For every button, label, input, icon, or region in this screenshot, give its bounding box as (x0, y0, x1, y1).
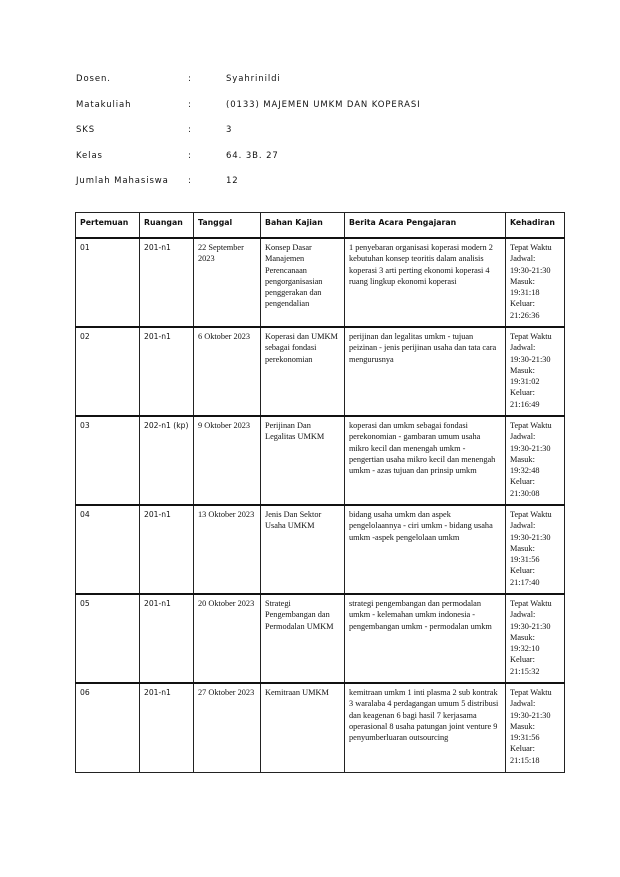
cell-kehadiran (506, 594, 565, 683)
kehadiran-status: Tepat Waktu (510, 421, 552, 430)
cell-bahan-kajian: Konsep Dasar Manajemen Perencanaan pengorganisasian penggerakan dan pengendalian (261, 238, 345, 327)
kehadiran-masuk-label: Masuk: (510, 543, 535, 553)
kehadiran-jadwal-value: 19:30-21:30 (510, 710, 551, 720)
kehadiran-status: Tepat Waktu (510, 599, 552, 608)
kehadiran-masuk-label: Masuk: (510, 454, 535, 464)
cell-tanggal: 6 Oktober 2023 (194, 327, 261, 416)
jumlah-mahasiswa-label: Jumlah Mahasiswa (76, 176, 169, 186)
cell-kehadiran (506, 416, 565, 505)
cell-bahan-kajian: Jenis Dan Sektor Usaha UMKM (261, 505, 345, 594)
kehadiran-jadwal-value: 19:30-21:30 (510, 621, 551, 631)
kehadiran-keluar-label: Keluar: (510, 388, 535, 398)
table-row (76, 594, 565, 683)
cell-kehadiran (506, 683, 565, 772)
cell-tanggal: 22 September 2023 (194, 238, 261, 327)
kehadiran-status: Tepat Waktu (510, 332, 552, 341)
kehadiran-keluar-value: 21:17:40 (510, 577, 540, 587)
cell-berita-acara: perijinan dan legalitas umkm - tujuan peizinan - jenis perijinan usaha dan tata cara mengurusnya (345, 327, 506, 416)
kehadiran-jadwal-label: Jadwal: (510, 432, 536, 442)
kehadiran-masuk-label: Masuk: (510, 721, 535, 731)
kehadiran-masuk-value: 19:31:18 (510, 288, 540, 298)
cell-kehadiran (506, 505, 565, 594)
cell-pertemuan: 02 (76, 327, 140, 416)
cell-bahan-kajian: Perijinan Dan Legalitas UMKM (261, 416, 345, 505)
cell-pertemuan: 06 (76, 683, 140, 772)
kehadiran-jadwal-label: Jadwal: (510, 699, 536, 709)
table-row (76, 683, 565, 772)
dosen-label: Dosen. (76, 74, 111, 84)
matakuliah-value: (0133) MAJEMEN UMKM DAN KOPERASI (226, 99, 421, 110)
kehadiran-status: Tepat Waktu (510, 243, 552, 252)
kehadiran-keluar-value: 21:16:49 (510, 399, 540, 409)
kehadiran-jadwal-value: 19:30-21:30 (510, 532, 551, 542)
cell-ruangan: 201-n1 (140, 594, 194, 683)
sks-value: 3 (226, 125, 233, 135)
kehadiran-masuk-value: 19:32:48 (510, 466, 540, 476)
cell-pertemuan: 05 (76, 594, 140, 683)
cell-pertemuan: 04 (76, 505, 140, 594)
table-row (76, 327, 565, 416)
col-header-bahan-kajian: Bahan Kajian (261, 213, 345, 239)
col-header-tanggal: Tanggal (194, 213, 261, 239)
cell-bahan-kajian: Strategi Pengembangan dan Permodalan UMKM (261, 594, 345, 683)
col-header-berita-acara: Berita Acara Pengajaran (345, 213, 506, 239)
table-header (76, 213, 565, 239)
cell-tanggal: 27 Oktober 2023 (194, 683, 261, 772)
cell-tanggal: 13 Oktober 2023 (194, 505, 261, 594)
jumlah-mahasiswa-value: 12 (226, 176, 239, 186)
cell-ruangan: 201-n1 (140, 505, 194, 594)
kehadiran-masuk-value: 19:31:56 (510, 733, 540, 743)
kehadiran-status: Tepat Waktu (510, 510, 552, 519)
attendance-table (75, 212, 565, 773)
kehadiran-jadwal-value: 19:30-21:30 (510, 354, 551, 364)
cell-ruangan: 202-n1 (kp) (140, 416, 194, 505)
col-header-kehadiran: Kehadiran (506, 213, 565, 239)
kehadiran-jadwal-label: Jadwal: (510, 610, 536, 620)
kehadiran-jadwal-value: 19:30-21:30 (510, 265, 551, 275)
kehadiran-masuk-label: Masuk: (510, 365, 535, 375)
cell-bahan-kajian: Kemitraan UMKM (261, 683, 345, 772)
kehadiran-keluar-label: Keluar: (510, 566, 535, 576)
kehadiran-jadwal-label: Jadwal: (510, 254, 536, 264)
kehadiran-keluar-value: 21:15:32 (510, 666, 540, 676)
dosen-colon: : (188, 74, 192, 84)
cell-ruangan: 201-n1 (140, 683, 194, 772)
cell-tanggal: 9 Oktober 2023 (194, 416, 261, 505)
kehadiran-masuk-value: 19:32:10 (510, 644, 540, 654)
kehadiran-jadwal-label: Jadwal: (510, 521, 536, 531)
header-row (76, 213, 565, 239)
kehadiran-keluar-value: 21:15:18 (510, 755, 540, 765)
kehadiran-keluar-value: 21:30:08 (510, 488, 540, 498)
cell-berita-acara: koperasi dan umkm sebagai fondasi perekonomian - gambaran umum usaha mikro kecil dan menengah umkm - pengertian usaha mikro kecil dan menengah umkm - azas tujuan dan prinsip umkm (345, 416, 506, 505)
cell-berita-acara: kemitraan umkm 1 inti plasma 2 sub kontrak 3 waralaba 4 perdagangan umum 5 distribusi dan keagenan 6 bagi hasil 7 kerjasama operasional 8 usaha patungan joint venture 9 penyumberluaran outsourcing (345, 683, 506, 772)
kehadiran-status: Tepat Waktu (510, 688, 552, 697)
sks-colon: : (188, 125, 192, 135)
kehadiran-masuk-label: Masuk: (510, 276, 535, 286)
cell-berita-acara: 1 penyebaran organisasi koperasi modern 2 kebutuhan konsep teoritis dalam analisis koperasi 3 arti perting ekonomi koperasi 4 ruang lingkup ekonomi koperasi (345, 238, 506, 327)
cell-ruangan: 201-n1 (140, 327, 194, 416)
kehadiran-keluar-label: Keluar: (510, 299, 535, 309)
kelas-value: 64. 3B. 27 (226, 150, 279, 161)
table-row (76, 505, 565, 594)
kehadiran-masuk-label: Masuk: (510, 632, 535, 642)
cell-kehadiran (506, 238, 565, 327)
cell-pertemuan: 03 (76, 416, 140, 505)
table-row (76, 238, 565, 327)
kehadiran-keluar-label: Keluar: (510, 744, 535, 754)
kehadiran-keluar-label: Keluar: (510, 655, 535, 665)
kehadiran-keluar-value: 21:26:36 (510, 310, 540, 320)
table-body (76, 238, 565, 772)
cell-berita-acara: bidang usaha umkm dan aspek pengelolaannya - ciri umkm - bidang usaha umkm -aspek pengelolaan umkm (345, 505, 506, 594)
kehadiran-keluar-label: Keluar: (510, 477, 535, 487)
matakuliah-colon: : (188, 99, 192, 110)
matakuliah-label: Matakuliah (76, 99, 132, 110)
cell-bahan-kajian: Koperasi dan UMKM sebagai fondasi perekonomian (261, 327, 345, 416)
sks-label: SKS (76, 125, 96, 135)
kehadiran-masuk-value: 19:31:02 (510, 377, 540, 387)
kehadiran-jadwal-value: 19:30-21:30 (510, 443, 551, 453)
jumlah-mahasiswa-colon: : (188, 176, 192, 186)
cell-berita-acara: strategi pengembangan dan permodalan umkm - kelemahan umkm indonesia - pengembangan umkm - permodalan umkm (345, 594, 506, 683)
kehadiran-masuk-value: 19:31:56 (510, 555, 540, 565)
col-header-pertemuan: Pertemuan (76, 213, 140, 239)
table-row (76, 416, 565, 505)
kelas-label: Kelas (76, 150, 103, 161)
kehadiran-jadwal-label: Jadwal: (510, 343, 536, 353)
cell-tanggal: 20 Oktober 2023 (194, 594, 261, 683)
cell-kehadiran (506, 327, 565, 416)
cell-pertemuan: 01 (76, 238, 140, 327)
cell-ruangan: 201-n1 (140, 238, 194, 327)
kelas-colon: : (188, 150, 192, 161)
dosen-value: Syahrinildi (226, 74, 281, 84)
col-header-ruangan: Ruangan (140, 213, 194, 239)
